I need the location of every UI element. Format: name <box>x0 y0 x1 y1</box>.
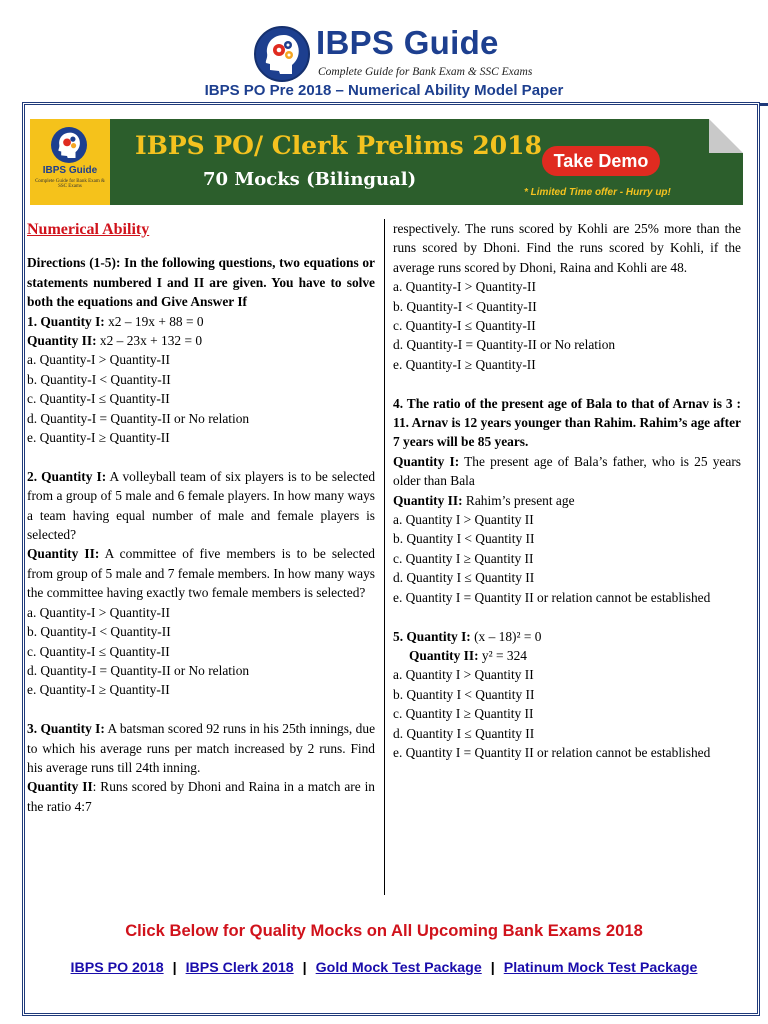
q4-option-c: c. Quantity I ≥ Quantity II <box>393 550 534 566</box>
border-tick <box>760 103 768 106</box>
q3-option-e: e. Quantity-I ≥ Quantity-II <box>393 356 536 372</box>
q3-option-a: a. Quantity-I > Quantity-II <box>393 279 536 295</box>
q2-quantity-1: 2. Quantity I: A volleyball team of six players is to be selected from a group of 5 male and 6 female players. In how many ways a team having equal number of male and female players is selected? <box>27 468 376 543</box>
q3-quantity-2: Quantity II: Runs scored by Dhoni and Raina in a match are in the ratio 4:7 <box>27 779 376 814</box>
footer-links <box>0 960 768 976</box>
banner-brand-tagline: Complete Guide for Bank Exam & SSC Exams <box>35 179 105 189</box>
directions: Directions (1-5): In the following questions, two equations or statements numbered I and II are given. You have to solve both the equations and Give Answer If <box>27 255 375 310</box>
head-gears-icon <box>254 26 310 82</box>
q3-option-c: c. Quantity-I ≤ Quantity-II <box>393 318 536 334</box>
link-separator: | <box>172 960 177 976</box>
q3-quantity-1: 3. Quantity I: A batsman scored 92 runs in his 25th innings, due to which his average runs per match increased by 2 runs. Find his average runs till 24th inning. <box>27 721 376 775</box>
column-divider <box>384 219 385 895</box>
q1-option-c: c. Quantity-I ≤ Quantity-II <box>27 391 170 407</box>
banner-subtitle: 70 Mocks (Bilingual) <box>203 169 417 190</box>
mocks-cta: Click Below for Quality Mocks on All Upcoming Bank Exams 2018 <box>125 921 643 940</box>
q5-quantity-1: 5. Quantity I: (x – 18)² = 0 <box>393 628 542 644</box>
q2-option-b: b. Quantity-I < Quantity-II <box>27 624 171 640</box>
q2-option-d: d. Quantity-I = Quantity-II or No relation <box>27 662 250 678</box>
q1-option-d: d. Quantity-I = Quantity-II or No relation <box>27 410 250 426</box>
left-column <box>27 218 375 816</box>
q5-option-e: e. Quantity I = Quantity II or relation cannot be established <box>393 744 711 760</box>
q5-quantity-2: Quantity II: y² = 324 <box>409 647 527 663</box>
q2-option-a: a. Quantity-I > Quantity-II <box>27 604 170 620</box>
link-gold-mock-package[interactable]: Gold Mock Test Package <box>315 960 482 976</box>
q3-quantity-2-continued: respectively. The runs scored by Kohli are 25% more than the runs scored by Dhoni. Find the runs scored by Kohli, if the average runs scored by Dhoni, Raina and Kohli are 48. <box>393 221 741 275</box>
link-ibps-clerk-2018[interactable]: IBPS Clerk 2018 <box>185 960 294 976</box>
section-title: Numerical Ability <box>27 221 150 238</box>
q3-option-b: b. Quantity-I < Quantity-II <box>393 298 537 314</box>
banner-brand: IBPS Guide <box>42 165 98 176</box>
q5-option-d: d. Quantity I ≤ Quantity II <box>393 725 535 741</box>
q3-option-d: d. Quantity-I = Quantity-II or No relation <box>393 337 616 353</box>
q1-option-a: a. Quantity-I > Quantity-II <box>27 352 170 368</box>
q1-option-e: e. Quantity-I ≥ Quantity-II <box>27 430 170 446</box>
link-platinum-mock-package[interactable]: Platinum Mock Test Package <box>503 960 698 976</box>
banner-head-icon <box>51 127 87 163</box>
banner-title: IBPS PO/ Clerk Prelims 2018 <box>135 131 542 160</box>
promo-banner[interactable] <box>30 119 743 205</box>
banner-offer: * Limited Time offer - Hurry up! <box>524 187 671 198</box>
link-separator: | <box>302 960 307 976</box>
q2-quantity-2: Quantity II: A committee of five members is to be selected from group of 5 male and 7 female members. In how many ways the committee having exactly two female members is selected? <box>27 546 375 601</box>
link-ibps-po-2018[interactable]: IBPS PO 2018 <box>70 960 164 976</box>
q4-quantity-2: Quantity II: Rahim’s present age <box>393 492 575 508</box>
q4-stem: 4. The ratio of the present age of Bala to that of Arnav is 3 : 11. Arnav is 12 years younger than Rahim. Rahim’s age after 7 years will be 85 years. <box>393 395 741 450</box>
link-separator: | <box>490 960 495 976</box>
q5-option-a: a. Quantity I > Quantity II <box>393 667 534 683</box>
q1-option-b: b. Quantity-I < Quantity-II <box>27 371 171 387</box>
q2-option-c: c. Quantity-I ≤ Quantity-II <box>27 643 170 659</box>
q2-option-e: e. Quantity-I ≥ Quantity-II <box>27 682 170 698</box>
logo-title: IBPS Guide <box>316 24 499 61</box>
logo-tagline: Complete Guide for Bank Exam & SSC Exams <box>318 66 533 78</box>
page-curl-icon <box>709 119 743 153</box>
banner-brand-panel <box>30 119 110 205</box>
header-logo <box>254 26 554 82</box>
q4-option-e: e. Quantity I = Quantity II or relation cannot be established <box>393 589 711 605</box>
page-subtitle: IBPS PO Pre 2018 – Numerical Ability Model Paper <box>204 82 564 99</box>
q1-quantity-1: 1. Quantity I: x2 – 19x + 88 = 0 <box>27 313 204 329</box>
q4-quantity-1: Quantity I: The present age of Bala’s father, who is 25 years older than Bala <box>393 453 741 489</box>
q4-option-d: d. Quantity I ≤ Quantity II <box>393 570 535 586</box>
q1-quantity-2: Quantity II: x2 – 23x + 132 = 0 <box>27 333 203 349</box>
q4-option-b: b. Quantity I < Quantity II <box>393 531 535 547</box>
take-demo-button[interactable]: Take Demo <box>542 146 660 176</box>
q4-option-a: a. Quantity I > Quantity II <box>393 512 534 528</box>
q5-option-c: c. Quantity I ≥ Quantity II <box>393 706 534 722</box>
right-column <box>393 219 741 762</box>
q5-option-b: b. Quantity I < Quantity II <box>393 686 535 702</box>
